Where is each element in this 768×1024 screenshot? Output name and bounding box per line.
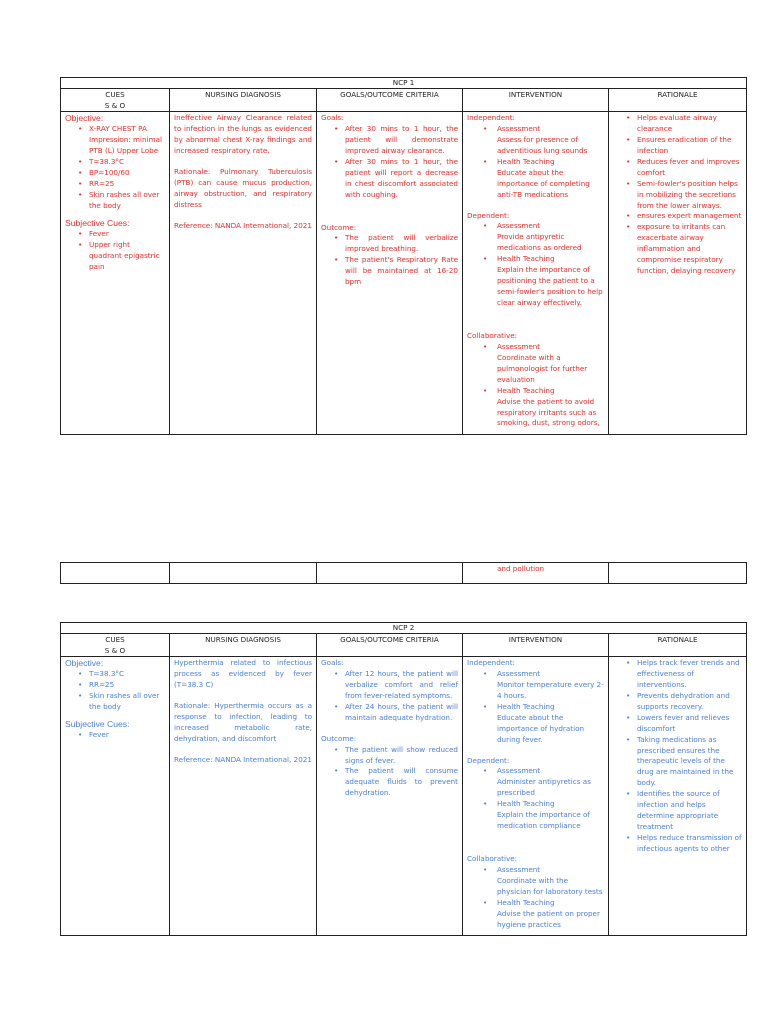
- intervention-heading: • Assessment: [467, 221, 604, 232]
- list-item: • The patient's Respiratory Rate will be maintained at 16-20 bpm: [321, 255, 458, 288]
- intervention-heading: • Assessment: [467, 342, 604, 353]
- intervention-heading: • Health Teaching: [467, 386, 604, 397]
- ncp2-rationale-cell: [608, 657, 746, 935]
- intervention-heading: • Health Teaching: [467, 702, 604, 713]
- header-intervention: INTERVENTION: [462, 89, 608, 111]
- outcome-list: [321, 745, 458, 800]
- list-item: • Upper right quadrant epigastric pain: [65, 240, 165, 273]
- list-item: • Lowers fever and relieves discomfort: [613, 713, 742, 735]
- intervention-heading: • Health Teaching: [467, 254, 604, 265]
- header-nursing-diagnosis: NURSING DIAGNOSIS: [169, 634, 316, 656]
- ncp2-intervention-cell: [462, 657, 608, 935]
- dependent-label: Dependent:: [467, 210, 510, 220]
- list-item: • The patient will consume adequate fluids to prevent dehydration.: [321, 766, 458, 799]
- diagnosis-text: Ineffective Airway Clearance related to infection in the lungs as evidenced by abnormal chest X-ray findings and increased respiratory rate.: [174, 113, 312, 155]
- ncp2-table: [60, 622, 747, 936]
- subjective-label: Subjective Cues:: [65, 718, 130, 729]
- list-item: • Helps evaluate airway clearance: [613, 113, 742, 135]
- intervention-heading: • Health Teaching: [467, 898, 604, 909]
- diagnosis-rationale: Rationale: Pulmonary Tuberculosis (PTB) can cause mucus production, airway obstruction, and respiratory distress: [174, 166, 312, 209]
- diagnosis-reference: Reference: NANDA International, 2021: [174, 754, 312, 764]
- list-item: • Taking medications as prescribed ensures the therapeutic levels of the drug are maintained in the body.: [613, 735, 742, 790]
- header-cues: CUES S & O: [104, 635, 126, 655]
- intervention-text: Provide antipyretic medications as ordered: [497, 232, 582, 253]
- intervention-text: Explain the importance of positioning the patient to a semi-fowler's position to help clear airway effectively.: [497, 265, 603, 307]
- intervention-text: Coordinate with the physician for laboratory tests: [497, 875, 603, 896]
- header-nursing-diagnosis: NURSING DIAGNOSIS: [169, 89, 316, 111]
- intervention-text: Advise the patient to avoid respiratory irritants such as smoking, dust, strong odors,: [497, 396, 600, 428]
- dependent-label: Dependent:: [467, 755, 510, 765]
- list-item: • X-RAY CHEST PA Impression: minimal PTB (L) Upper Lobe: [65, 124, 165, 157]
- continued-text: and pollution: [497, 564, 545, 573]
- header-rationale: RATIONALE: [608, 634, 746, 656]
- list-item: • After 12 hours, the patient will verbalize comfort and relief from fever-related symptoms.: [321, 669, 458, 702]
- ncp1-goals-cell: [316, 112, 462, 434]
- list-item: • After 24 hours, the patient will maintain adequate hydration.: [321, 702, 458, 724]
- subjective-list: [65, 730, 165, 741]
- list-item: • The patient will verbalize improved breathing.: [321, 233, 458, 255]
- objective-list: [65, 124, 165, 212]
- list-item: • The patient will show reduced signs of fever.: [321, 745, 458, 767]
- list-item: • BP=100/60: [65, 168, 165, 179]
- ncp1-rationale-cell: [608, 112, 746, 434]
- intervention-text: Coordinate with a pulmonologist for further evaluation: [497, 352, 588, 384]
- objective-label: Objective:: [65, 658, 104, 668]
- goals-label: Goals:: [321, 658, 344, 667]
- goals-list: [321, 124, 458, 201]
- collaborative-label: Collaborative:: [467, 854, 518, 864]
- ncp2-title: NCP 2: [60, 622, 747, 633]
- continuation-row: [60, 562, 747, 584]
- list-item: • T=38.3°C: [65, 157, 165, 168]
- outcome-label: Outcome:: [321, 222, 357, 232]
- list-item: • Skin rashes all over the body: [65, 190, 165, 212]
- list-item: • Helps track fever trends and effectiveness of interventions.: [613, 658, 742, 691]
- list-item: • Ensures eradication of the infection: [613, 135, 742, 157]
- list-item: • Prevents dehydration and supports recovery.: [613, 691, 742, 713]
- goals-list: [321, 669, 458, 724]
- list-item: • RR=25: [65, 680, 165, 691]
- objective-list: [65, 669, 165, 713]
- ncp2-goals-cell: [316, 657, 462, 935]
- list-item: • ensures expert management: [613, 211, 742, 222]
- list-item: • RR=25: [65, 179, 165, 190]
- list-item: • Fever: [65, 730, 165, 741]
- list-item: • T=38.3°C: [65, 669, 165, 680]
- ncp1-cues-cell: [61, 112, 169, 434]
- empty-cell: [316, 563, 462, 583]
- ncp1-header-row: [60, 88, 747, 112]
- rationale-list: [613, 658, 742, 855]
- independent-label: Independent:: [467, 113, 515, 122]
- header-rationale: RATIONALE: [608, 89, 746, 111]
- list-item: • Fever: [65, 229, 165, 240]
- collaborative-label: Collaborative:: [467, 330, 518, 340]
- empty-cell: [169, 563, 316, 583]
- intervention-heading: • Health Teaching: [467, 799, 604, 810]
- ncp1-diagnosis-cell: [169, 112, 316, 434]
- list-item: • After 30 mins to 1 hour, the patient will demonstrate improved airway clearance.: [321, 124, 458, 157]
- diagnosis-reference: Reference: NANDA International, 2021: [174, 220, 312, 230]
- empty-cell: [61, 563, 169, 583]
- empty-cell: [608, 563, 746, 583]
- intervention-heading: • Health Teaching: [467, 157, 604, 168]
- intervention-text: Educate about the importance of hydration during fever.: [497, 712, 585, 744]
- intervention-text: Educate about the importance of completing anti-TB medications: [497, 167, 590, 199]
- ncp1-body-row: [60, 112, 747, 435]
- intervention-text: Explain the importance of medication compliance: [497, 810, 590, 831]
- ncp1-table: [60, 77, 747, 435]
- diagnosis-rationale: Rationale: Hyperthermia occurs as a response to infection, leading to increased metabolic rate, dehydration, and discomfort: [174, 700, 312, 743]
- subjective-list: [65, 229, 165, 273]
- diagnosis-text: Hyperthermia related to infectious process as evidenced by fever (T=38.3 C): [174, 658, 312, 689]
- intervention-text: Advise the patient on proper hygiene practices: [497, 908, 600, 929]
- header-cues: CUES S & O: [104, 90, 126, 110]
- independent-label: Independent:: [467, 658, 515, 667]
- ncp1-title: NCP 1: [60, 77, 747, 88]
- rationale-list: [613, 113, 742, 277]
- ncp2-body-row: [60, 657, 747, 936]
- intervention-text: Monitor temperature every 2-4 hours.: [497, 679, 604, 700]
- list-item: • After 30 mins to 1 hour, the patient will report a decrease in chest discomfort associated with coughing.: [321, 157, 458, 201]
- list-item: • Helps reduce transmission of infectious agents to other: [613, 833, 742, 855]
- list-item: • Skin rashes all over the body: [65, 691, 165, 713]
- continued-intervention: [462, 563, 608, 583]
- list-item: • exposure to irritants can exacerbate airway inflammation and compromise respiratory function, delaying recovery: [613, 222, 742, 277]
- intervention-heading: • Assessment: [467, 669, 604, 680]
- list-item: • Identifies the source of infection and helps determine appropriate treatment: [613, 789, 742, 833]
- subjective-label: Subjective Cues:: [65, 217, 130, 228]
- outcome-list: [321, 233, 458, 288]
- header-intervention: INTERVENTION: [462, 634, 608, 656]
- intervention-text: Assess for presence of adventitious lung sounds: [497, 134, 588, 155]
- intervention-heading: • Assessment: [467, 766, 604, 777]
- intervention-heading: • Assessment: [467, 124, 604, 135]
- ncp1-intervention-cell: [462, 112, 608, 434]
- list-item: • Semi-fowler's position helps in mobilizing the secretions from the lower airways.: [613, 179, 742, 212]
- header-goals: GOALS/OUTCOME CRITERIA: [316, 634, 462, 656]
- objective-label: Objective:: [65, 113, 104, 123]
- outcome-label: Outcome:: [321, 733, 357, 743]
- header-goals: GOALS/OUTCOME CRITERIA: [316, 89, 462, 111]
- ncp2-header-row: [60, 633, 747, 657]
- ncp1-continuation-table: [60, 562, 747, 584]
- intervention-heading: • Assessment: [467, 865, 604, 876]
- list-item: • Reduces fever and improves comfort: [613, 157, 742, 179]
- ncp2-diagnosis-cell: [169, 657, 316, 935]
- ncp2-cues-cell: [61, 657, 169, 935]
- intervention-text: Administer antipyretics as prescribed: [497, 777, 591, 798]
- goals-label: Goals:: [321, 113, 344, 122]
